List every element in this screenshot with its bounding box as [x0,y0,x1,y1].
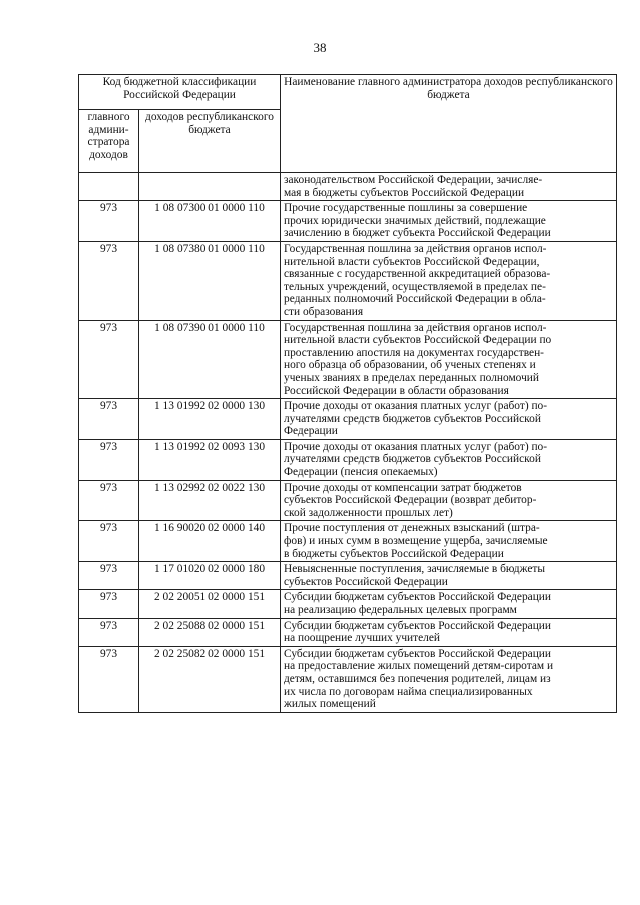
revenue-name-line: Федерации (пенсия опекаемых) [284,466,438,479]
revenue-name-line: детям, оставшимся без попечения родителей, лицам из [284,672,551,685]
revenue-name-line: в бюджеты субъектов Российской Федерации [284,547,504,560]
revenue-name-line: проставлению апостиля на документах государствен- [284,346,544,359]
table-row [79,521,617,562]
revenue-name-line: жилых помещений [284,698,376,711]
revenue-name-line: Государственная пошлина за действия органов испол- [284,242,547,255]
table-row [79,439,617,480]
revenue-name-line: Прочие поступления от денежных взысканий (штра- [284,522,540,535]
revenue-name-cell [281,590,617,618]
revenue-code-cell: 1 08 07300 01 0000 110 [139,201,281,242]
revenue-name-line: Прочие доходы от оказания платных услуг (работ) по- [284,400,548,413]
header-budget-classification-code: Код бюджетной классификации Российской Федерации [79,75,281,110]
revenue-name-line: их числа по договорам найма специализированных [284,685,533,698]
table-header [79,75,617,173]
table-row [79,618,617,646]
administrator-code-cell: 973 [79,521,139,562]
table-row [79,241,617,320]
revenue-code-cell: 1 13 02992 02 0022 130 [139,480,281,521]
administrator-code-cell: 973 [79,201,139,242]
revenue-name-line: на реализацию федеральных целевых программ [284,604,517,616]
administrator-code-cell: 973 [79,241,139,320]
administrator-code-cell [79,173,139,201]
revenue-code-cell: 2 02 25082 02 0000 151 [139,646,281,712]
revenue-code-cell: 2 02 25088 02 0000 151 [139,618,281,646]
revenue-name-line: Прочие государственные пошлины за совершение [284,202,528,215]
administrator-code-cell: 973 [79,590,139,618]
administrator-code-cell: 973 [79,439,139,480]
table-row [79,399,617,440]
revenue-name-line: лучателями средств бюджетов субъектов Российской [284,453,541,466]
revenue-name-cell [281,201,617,242]
administrator-code-cell: 973 [79,399,139,440]
table-row [79,562,617,590]
header-administrator-name: Наименование главного администратора доходов республиканского бюджета [281,75,617,173]
revenue-name-line: на предоставление жилых помещений детям-сиротам и [284,660,554,673]
revenue-name-line: реданных полномочий Российской Федерации в обла- [284,293,546,306]
revenue-name-line: субъектов Российской Федерации (возврат дебитор- [284,494,537,507]
header-main-administrator: главного админи-стратора доходов [79,110,139,173]
administrator-code-cell: 973 [79,562,139,590]
revenue-name-line: субъектов Российской Федерации [284,575,448,588]
revenue-name-line: Невыясненные поступления, зачисляемые в бюджеты [284,563,545,576]
revenue-name-cell [281,646,617,712]
revenue-name-line: зачислению в бюджет субъекта Российской Федерации [284,227,551,240]
revenue-name-cell [281,618,617,646]
revenue-name-line: фов) и иных сумм в возмещение ущерба, зачисляемые [284,535,548,548]
revenue-name-line: мая в бюджеты субъектов Российской Федерации [284,186,525,199]
revenue-name-line: связанные с государственной аккредитацией образова- [284,268,551,281]
revenue-name-line: сти образования [284,305,364,318]
table-row [79,201,617,242]
revenue-name-cell [281,320,617,399]
revenue-name-line: Российской Федерации в области образования [284,384,509,397]
revenue-name-cell [281,439,617,480]
revenue-name-line: нительной власти субъектов Российской Федерации по [284,334,552,347]
table-row [79,646,617,712]
revenue-code-cell: 1 08 07380 01 0000 110 [139,241,281,320]
revenue-name-line: Субсидии бюджетам субъектов Российской Федерации [284,591,551,604]
revenue-name-line: лучателями средств бюджетов субъектов Российской [284,412,541,425]
revenue-code-cell [139,173,281,201]
table-row [79,480,617,521]
revenue-name-line: на поощрение лучших учителей [284,632,441,645]
revenue-name-line: прочих юридически значимых действий, подлежащие [284,214,546,227]
table-body [79,173,617,713]
revenue-name-cell [281,241,617,320]
administrator-code-cell: 973 [79,480,139,521]
revenue-name-line: законодательством Российской Федерации, зачисляе- [284,174,543,186]
revenue-code-cell: 2 02 20051 02 0000 151 [139,590,281,618]
revenue-name-line: Прочие доходы от оказания платных услуг (работ) по- [284,440,548,453]
revenue-name-line: тельных учреждений, осуществляемой в пределах пе- [284,280,546,293]
revenue-code-cell: 1 13 01992 02 0000 130 [139,399,281,440]
revenue-name-line: Федерации [284,425,338,438]
revenue-name-cell [281,521,617,562]
table-row [79,590,617,618]
revenue-name-cell [281,480,617,521]
administrator-code-cell: 973 [79,320,139,399]
header-revenue-code: доходов республиканского бюджета [139,110,281,173]
table-row [79,320,617,399]
revenue-name-cell [281,399,617,440]
revenue-name-line: Государственная пошлина за действия органов испол- [284,321,547,334]
revenue-name-line: нительной власти субъектов Российской Федерации, [284,255,540,268]
revenue-code-cell: 1 16 90020 02 0000 140 [139,521,281,562]
administrator-code-cell: 973 [79,618,139,646]
administrator-code-cell: 973 [79,646,139,712]
revenue-name-line: Прочие доходы от компенсации затрат бюджетов [284,481,522,494]
revenue-name-line: Субсидии бюджетам субъектов Российской Федерации [284,647,551,660]
revenue-name-line: ученых званиях в пределах переданных полномочий [284,371,540,384]
revenue-name-line: ного образца об образовании, об ученых степенях и [284,359,536,372]
page-number: 38 [313,40,327,55]
budget-classification-table [78,74,617,713]
revenue-name-line: ской задолженности прошлых лет) [284,506,453,519]
revenue-name-line: Субсидии бюджетам субъектов Российской Федерации [284,619,551,632]
table-row [79,173,617,201]
revenue-code-cell: 1 17 01020 02 0000 180 [139,562,281,590]
revenue-name-cell [281,562,617,590]
revenue-code-cell: 1 13 01992 02 0093 130 [139,439,281,480]
revenue-name-cell [281,173,617,201]
revenue-code-cell: 1 08 07390 01 0000 110 [139,320,281,399]
